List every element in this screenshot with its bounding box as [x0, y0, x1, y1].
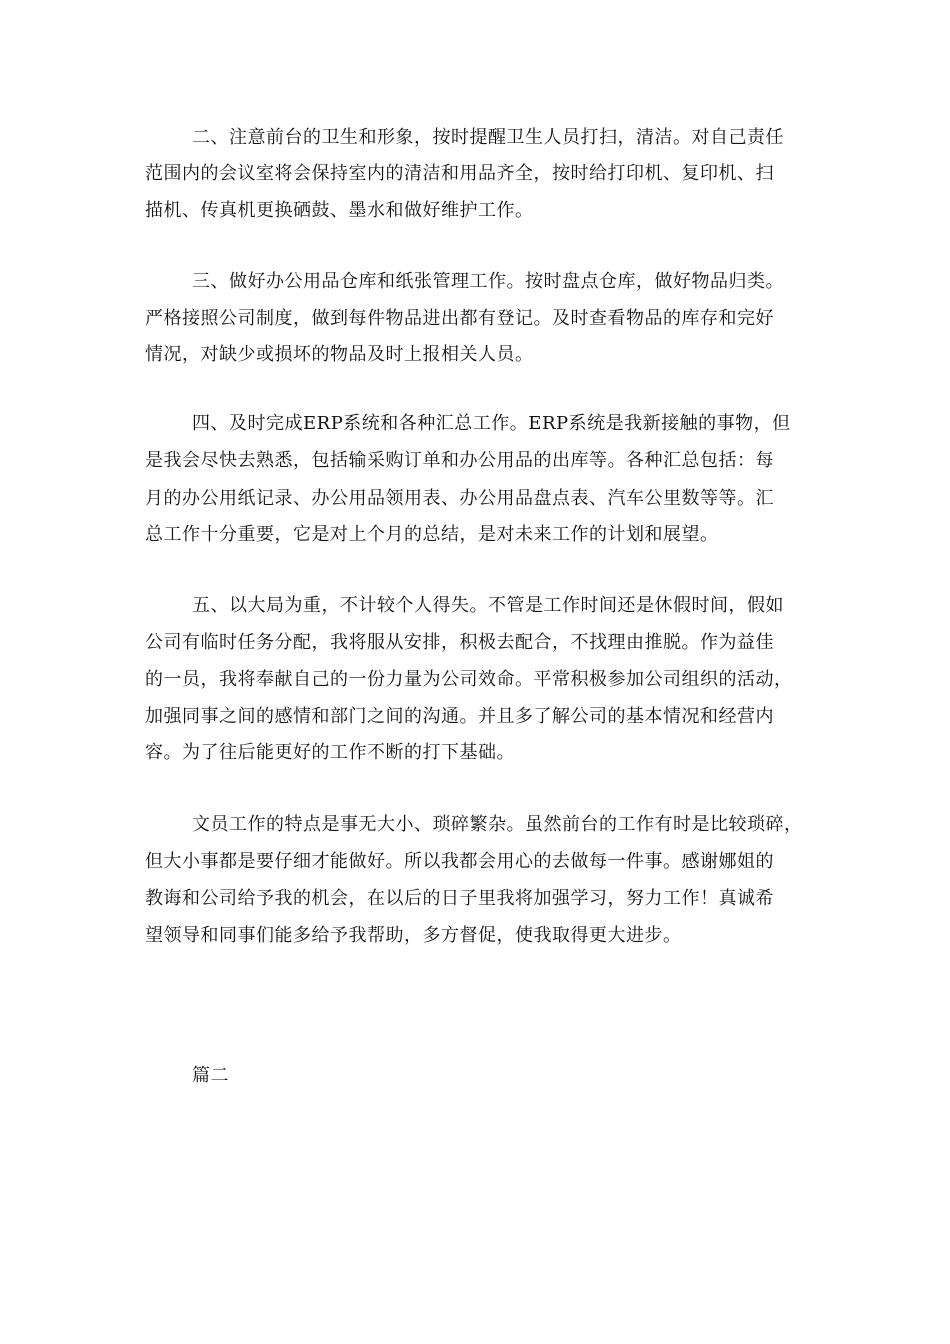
text-line: 三、做好办公用品仓库和纸张管理工作。按时盘点仓库，做好物品归类。 — [192, 271, 784, 292]
text-line: 教诲和公司给予我的机会，在以后的日子里我将加强学习，努力工作！真诚希 — [145, 888, 774, 909]
text-line: 月的办公用纸记录、办公用品领用表、办公用品盘点表、汽车公里数等等。汇 — [145, 488, 774, 509]
text-line: 望领导和同事们能多给予我帮助，多方督促，使我取得更大进步。 — [145, 925, 682, 946]
text-line: 五、以大局为重，不计较个人得失。不管是工作时间还是休假时间，假如 — [192, 595, 784, 616]
text-line: 描机、传真机更换硒鼓、墨水和做好维护工作。 — [145, 200, 534, 221]
text-line: 二、注意前台的卫生和形象，按时提醒卫生人员打扫，清洁。对自己责任 — [192, 127, 784, 148]
text-line: 严格接照公司制度，做到每件物品进出都有登记。及时查看物品的库存和完好 — [145, 308, 774, 329]
text-line: 情况，对缺少或损坏的物品及时上报相关人员。 — [145, 344, 534, 365]
text-line: 总工作十分重要，它是对上个月的总结，是对未来工作的计划和展望。 — [145, 524, 719, 545]
text-line: 是我会尽快去熟悉，包括输采购订单和办公用品的出库等。各种汇总包括：每 — [145, 450, 774, 471]
text-line: 加强同事之间的感情和部门之间的沟通。并且多了解公司的基本情况和经营内 — [145, 706, 774, 727]
section-heading: 篇二 — [192, 1065, 229, 1086]
text-line: 容。为了往后能更好的工作不断的打下基础。 — [145, 742, 515, 763]
text-line: 但大小事都是要仔细才能做好。所以我都会用心的去做每一件事。感谢娜姐的 — [145, 851, 774, 872]
text-line: 公司有临时任务分配，我将服从安排，积极去配合，不找理由推脱。作为益佳 — [145, 632, 774, 653]
text-line: 的一员，我将奉献自己的一份力量为公司效命。平常积极参加公司组织的活动， — [145, 669, 793, 690]
text-line: 范围内的会议室将会保持室内的清洁和用品齐全，按时给打印机、复印机、扫 — [145, 163, 774, 184]
text-line: 文员工作的特点是事无大小、琐碎繁杂。虽然前台的工作有时是比较琐碎， — [192, 814, 803, 835]
text-line: 四、及时完成ERP系统和各种汇总工作。ERP系统是我新接触的事物，但 — [192, 413, 791, 434]
